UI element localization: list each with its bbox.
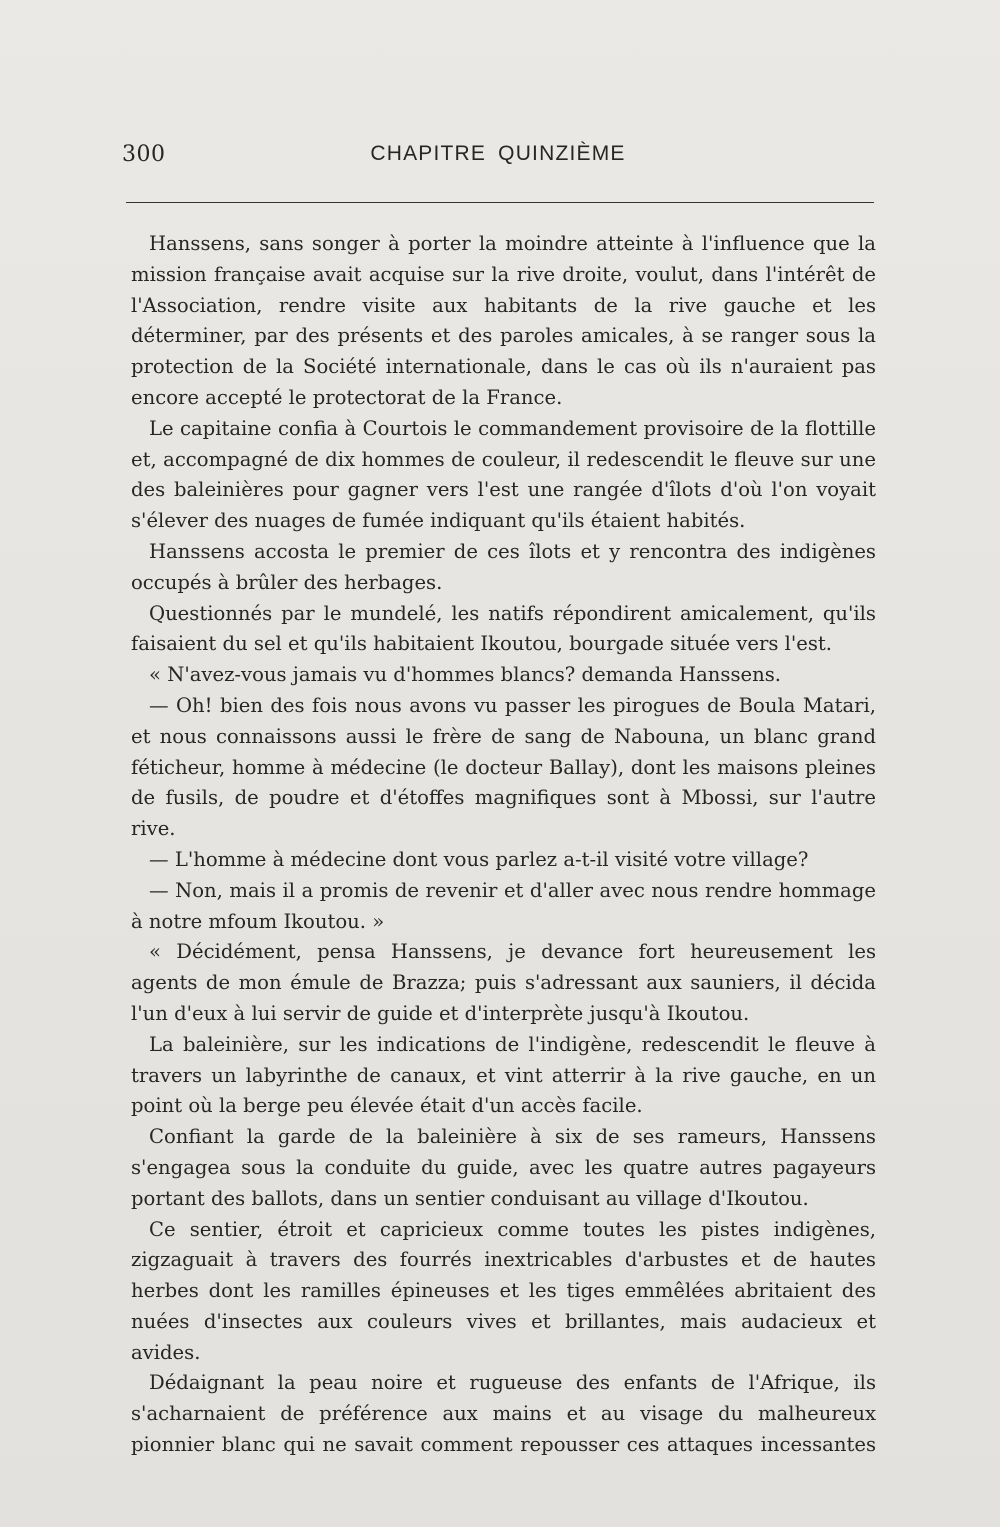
page-number: 300: [122, 142, 166, 167]
paragraph: Questionnés par le mundelé, les natifs répondirent amicalement, qu'ils faisaient du sel et qu'ils habitaient Ikoutou, bourgade située vers l'est.: [131, 601, 876, 656]
body-text: [131, 229, 876, 1461]
running-head: [122, 142, 874, 176]
paragraph: — Oh! bien des fois nous avons vu passer les pirogues de Boula Matari, et nous connaissons aussi le frère de sang de Nabouna, un blanc grand féticheur, homme à médecine (le docteur Ballay), dont les maisons pleines de fusils, de poudre et d'étoffes magnifiques sont à Mbossi, sur l'autre rive.: [131, 693, 876, 841]
paragraph: Hanssens accosta le premier de ces îlots et y rencontra des indigènes occupés à brûler des herbages.: [131, 539, 876, 594]
chapter-title: CHAPITRE QUINZIÈME: [370, 142, 626, 165]
paragraph: Hanssens, sans songer à porter la moindre atteinte à l'influence que la mission française avait acquise sur la rive droite, voulut, dans l'intérêt de l'Association, rendre visite aux habitants de la rive gauche et les déterminer, par des présents et des paroles amicales, à se ranger sous la protection de la Société internationale, dans le cas où ils n'auraient pas encore accepté le protectorat de la France.: [131, 232, 876, 409]
paragraph: « Décidément, pensa Hanssens, je devance fort heureusement les agents de mon émule de Brazza; puis s'adressant aux sauniers, il décida l'un d'eux à lui servir de guide et d'interprète jusqu'à Ikoutou.: [131, 940, 876, 1025]
paragraph: Confiant la garde de la baleinière à six de ses rameurs, Hanssens s'engagea sous la conduite du guide, avec les quatre autres pagayeurs portant des ballots, dans un sentier conduisant au village d'Ikoutou.: [131, 1125, 876, 1210]
paragraph: La baleinière, sur les indications de l'indigène, redescendit le fleuve à travers un labyrinthe de canaux, et vint atterrir à la rive gauche, en un point où la berge peu élevée était d'un accès facile.: [131, 1032, 876, 1118]
paragraph: Ce sentier, étroit et capricieux comme toutes les pistes indigènes, zigzaguait à travers des fourrés inextricables d'arbustes et de hautes herbes dont les ramilles épineuses et les tiges emmêlées abritaient des nuées d'insectes aux couleurs vives et brillantes, mais audacieux et avides.: [131, 1217, 876, 1364]
header-divider: [126, 202, 874, 203]
paragraph: — Non, mais il a promis de revenir et d'aller avec nous rendre hommage à notre mfoum Ikoutou. »: [131, 878, 876, 933]
paragraph: Dédaignant la peau noire et rugueuse des enfants de l'Afrique, ils s'acharnaient de préférence aux mains et au visage du malheureux pionnier blanc qui ne savait comment repousser ces attaques incessantes: [131, 1371, 876, 1457]
paragraph: — L'homme à médecine dont vous parlez a-t-il visité votre village?: [149, 847, 809, 871]
paragraph: Le capitaine confia à Courtois le commandement provisoire de la flottille et, accompagné de dix hommes de couleur, il redescendit le fleuve sur une des baleinières pour gagner vers l'est une rangée d'îlots d'où l'on voyait s'élever des nuages de fumée indiquant qu'ils étaient habités.: [131, 416, 876, 533]
paragraph: « N'avez-vous jamais vu d'hommes blancs? demanda Hanssens.: [149, 663, 782, 687]
